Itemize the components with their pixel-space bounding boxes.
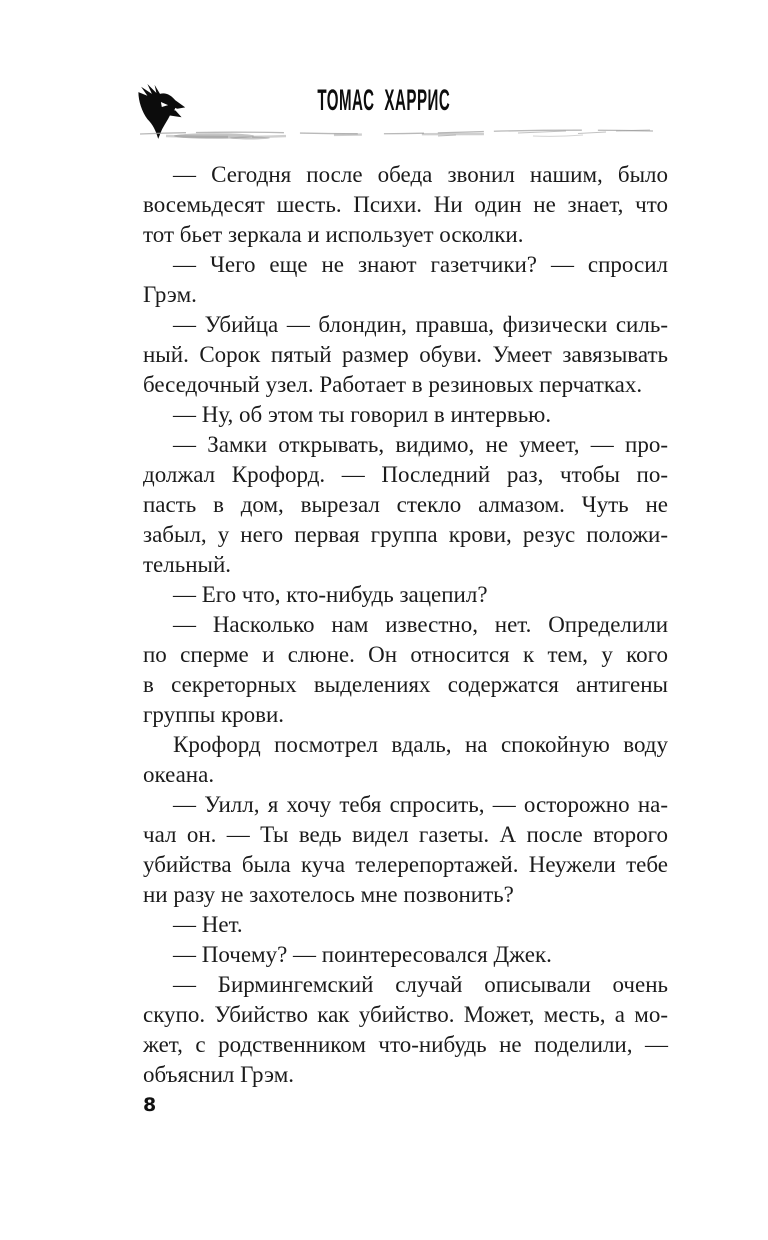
text-line: чал он. — Ты ведь видел газеты. А после второго bbox=[143, 822, 668, 847]
text-line: убийства была куча телерепортажей. Неужели тебе bbox=[143, 852, 668, 877]
text-line: — Почему? — поинтересовался Джек. bbox=[173, 942, 552, 967]
text-line: группы крови. bbox=[143, 702, 285, 727]
text-line: океана. bbox=[143, 762, 215, 787]
page-number: 8 bbox=[143, 1094, 157, 1116]
grunge-divider bbox=[138, 124, 658, 142]
text-line: — Чего еще не знают газетчики? — спросил bbox=[173, 252, 668, 277]
text-line: — Его что, кто-нибудь зацепил? bbox=[173, 582, 488, 607]
text-line: ный. Сорок пятый размер обуви. Умеет завязывать bbox=[143, 342, 668, 367]
text-line: — Нет. bbox=[173, 912, 243, 937]
text-line: — Сегодня после обеда звонил нашим, было bbox=[173, 162, 668, 187]
text-line: должал Крофорд. — Последний раз, чтобы по- bbox=[143, 462, 668, 487]
text-line: — Уилл, я хочу тебя спросить, — осторожно на- bbox=[173, 792, 668, 817]
text-line: Грэм. bbox=[143, 282, 197, 307]
text-line: беседочный узел. Работает в резиновых перчатках. bbox=[143, 372, 643, 397]
text-line: — Ну, об этом ты говорил в интервью. bbox=[173, 402, 552, 427]
text-line: скупо. Убийство как убийство. Может, месть, а мо- bbox=[143, 1002, 668, 1027]
text-line: объяснил Грэм. bbox=[143, 1062, 295, 1087]
text-line: ни разу не захотелось мне позвонить? bbox=[143, 882, 514, 907]
text-line: тот бьет зеркала и использует осколки. bbox=[143, 222, 524, 247]
text-line: пасть в дом, вырезал стекло алмазом. Чуть не bbox=[143, 492, 668, 517]
text-line: восемьдесят шесть. Психи. Ни один не знает, что bbox=[143, 192, 668, 217]
text-line: — Убийца — блондин, правша, физически силь- bbox=[173, 312, 668, 337]
text-line: тельный. bbox=[143, 552, 232, 577]
author-title: ТОМАС ХАРРИС bbox=[317, 84, 451, 118]
text-line: в секреторных выделениях содержатся антигены bbox=[143, 672, 668, 697]
page-text bbox=[143, 160, 668, 1090]
text-line: — Замки открывать, видимо, не умеет, — про- bbox=[173, 432, 668, 457]
text-line: по сперме и слюне. Он относится к тем, у кого bbox=[143, 642, 668, 667]
text-line: Крофорд посмотрел вдаль, на спокойную воду bbox=[173, 732, 668, 757]
author-title-row bbox=[0, 84, 768, 118]
text-line: забыл, у него первая группа крови, резус положи- bbox=[143, 522, 668, 547]
text-line: жет, с родственником что-нибудь не поделили, — bbox=[143, 1032, 668, 1057]
text-line: — Бирмингемский случай описывали очень bbox=[173, 972, 668, 997]
text-line: — Насколько нам известно, нет. Определили bbox=[173, 612, 668, 637]
